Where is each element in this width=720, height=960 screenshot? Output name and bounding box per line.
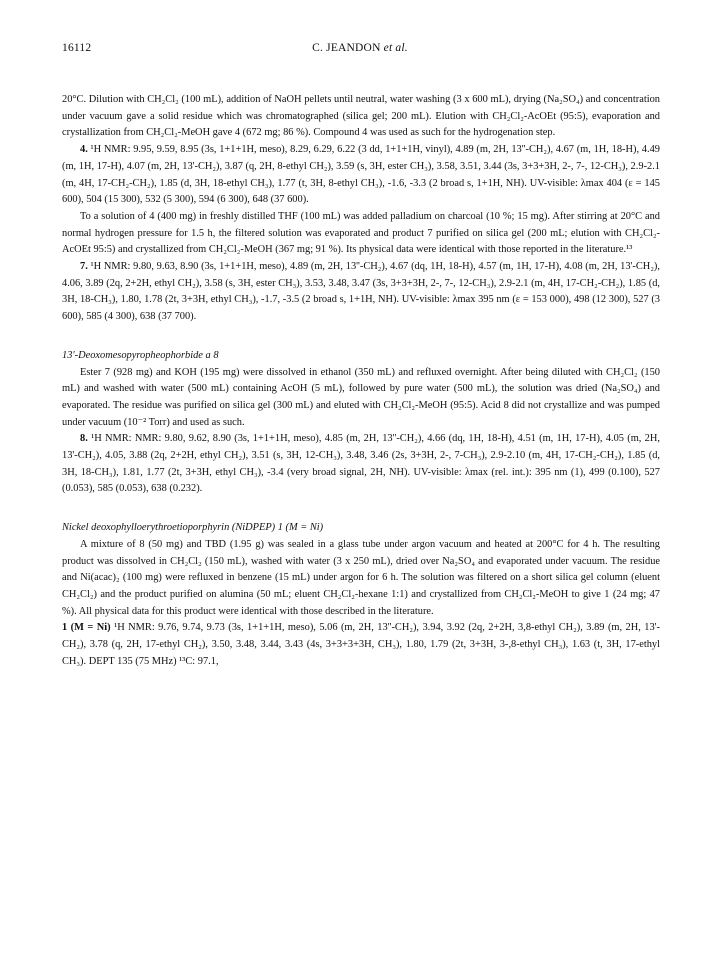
section-heading-compound-8: 13'-Deoxomesopyropheophorbide a 8 (62, 349, 219, 361)
running-header (62, 42, 658, 58)
paragraph-compound-8: Ester 7 (928 mg) and KOH (195 mg) were dissolved in ethanol (350 mL) and refluxed overnight. After being diluted with CH₂Cl₂ (150 mL) and washed with water (500 mL) containing AcOH (5 mL), followed by pure water (500 mL), the solution was dried (Na₂SO₄) and evaporated. The residue was purified on silica gel (300 mL) and eluted with CH₂Cl₂-MeOH (95:5). Acid 8 did not crystallize and was pumped under vacuum (10⁻² Torr) and used as such. (62, 366, 660, 428)
nmr-text-8: ¹H NMR: NMR: 9.80, 9.62, 8.90 (3s, 1+1+1H, meso), 4.85 (m, 2H, 13''-CH₂), 4.66 (dq, 1H, 18-H), 4.51 (m, 1H, 17-H), 4.05 (m, 2H, 13'-CH₂), 4.05, 3.88 (2q, 2+2H, ethyl CH₂), 3.51 (s, 3H, 12-CH₃), 3.48, 3.46 (2s, 3+3H, 2-, 7-CH₃), 2.9-2.10 (m, 4H, 17-CH₂-CH₂), 1.85 (d, 3H, 18-CH₃), 1.81, 1.77 (2t, 3+3H, ethyl CH₃), -3.4 (very broad signal, 2H, NH). UV-visible: λmax (rel. int.): 395 nm (1), 499 (0.100), 527 (0.053), 585 (0.053), 638 (0.232). (62, 433, 660, 495)
running-title (62, 42, 658, 54)
section-heading-nidpep: Nickel deoxophylloerythroetioporphyrin (NiDPEP) 1 (M = Ni) (62, 522, 324, 534)
section-gap (62, 498, 660, 520)
nmr-data-compound-8 (62, 431, 660, 498)
nmr-data-compound-7 (62, 259, 660, 326)
paragraph-compound-4-continued: 20°C. Dilution with CH₂Cl₂ (100 mL), addition of NaOH pellets until neutral, water washing (3 x 600 mL), drying (Na₂SO₄) and concentration under vacuum gave a solid residue which was chromatographed (silica gel; 200 mL). Elution with CH₂Cl₂-AcOEt (95:5), evaporation and crystallization from CH₂Cl₂-MeOH gave 4 (672 mg; 86 %). Compound 4 was used as such for the hydrogenation step. (62, 94, 660, 139)
running-title-author: C. JEANDON (312, 42, 381, 54)
running-title-etal: et al. (383, 42, 408, 54)
nmr-text-1: ¹H NMR: 9.76, 9.74, 9.73 (3s, 1+1+1H, meso), 5.06 (m, 2H, 13''-CH₂), 3.94, 3.92 (2q, 2+2H, 3,8-ethyl CH₂), 3.89 (m, 2H, 13'-CH₂), 3.78 (q, 2H, 17-ethyl CH₂), 3.50, 3.48, 3.44, 3.43 (4s, 3+3+3+3H, CH₃), 1.80, 1.79 (2t, 3+3H, 3-,8-ethyl CH₃), 1.63 (t, 3H, 17-ethyl CH₃). DEPT 135 (75 MHz) ¹³C: 97.1, (62, 622, 661, 667)
nmr-text-7: ¹H NMR: 9.80, 9.63, 8.90 (3s, 1+1+1H, meso), 4.89 (m, 2H, 13''-CH₂), 4.67 (dq, 1H, 18-H), 4.57 (m, 1H, 17-H), 4.08 (m, 2H, 13'-CH₂), 4.06, 3.89 (2q, 2+2H, ethyl CH₂), 3.58 (s, 3H, ester CH₃), 3.53, 3.48, 3.47 (3s, 3+3+3H, 2-, 7-, 12-CH₃), 2.9-2.1 (m, 4H, 17-CH₂-CH₂), 1.85 (d, 3H, 18-CH₃), 1.80, 1.78 (2t, 3+3H, ethyl CH₃), -1.7, -3.5 (2 broad s, 1+1H, NH). UV-visible: λmax 395 nm (ε = 153 000), 498 (12 300), 527 (3 600), 585 (4 300), 638 (37 700). (62, 261, 660, 323)
compound-number-8: 8. (80, 433, 88, 445)
page-number: 16112 (62, 42, 92, 54)
compound-number-7: 7. (80, 261, 88, 273)
section-gap (62, 326, 660, 348)
nmr-data-compound-4 (62, 142, 660, 209)
paragraph-compound-7: To a solution of 4 (400 mg) in freshly distilled THF (100 mL) was added palladium on charcoal (10 %; 15 mg). After stirring at 20°C and normal hydrogen pressure for 1.5 h, the filtered solution was evaporated and product 7 purified on silica gel (200 mL; elution with CH₂Cl₂-AcOEt 95:5) and crystallized from CH₂Cl₂-MeOH (367 mg; 91 %). Its physical data were identical with those reported in the literature.¹³ (62, 210, 660, 256)
article-body (62, 92, 660, 671)
nmr-data-nidpep (62, 620, 660, 670)
paragraph-nidpep: A mixture of 8 (50 mg) and TBD (1.95 g) was sealed in a glass tube under argon vacuum and heated at 200°C for 4 h. The resulting product was dissolved in CH₂Cl₂ (150 mL), washed with water (3 x 250 mL), dried over Na₂SO₄ and evaporated under vacuum. The residue and Ni(acac)₂ (100 mg) were refluxed in benzene (15 mL) under argon for 6 h. The solution was filtered on a short silica gel column (eluent CH₂Cl₂) and the product purified on alumina (50 mL; eluent CH₂Cl₂-hexane 1:1) and crystallized from CH₂Cl₂-MeOH to give 1 (24 mg; 47 %). All physical data for this product were identical with those described in the literature. (62, 538, 660, 617)
compound-number-1: 1 (M = Ni) (62, 622, 111, 634)
compound-number-4: 4. (80, 144, 88, 156)
nmr-text-4: ¹H NMR: 9.95, 9.59, 8.95 (3s, 1+1+1H, meso), 8.29, 6.29, 6.22 (3 dd, 1+1+1H, vinyl), 4.89 (m, 2H, 13''-CH₂), 4.67 (m, 1H, 18-H), 4.49 (m, 1H, 17-H), 4.07 (m, 2H, 13'-CH₂), 3.87 (q, 2H, 8-ethyl CH₂), 3.59 (s, 3H, ester CH₃), 3.58, 3.51, 3.44 (3s, 3+3+3H, 2-, 7-, 12-CH₃), 2.9-2.1 (m, 4H, 17-CH₂-CH₂), 1.85 (d, 3H, 18-ethyl CH₃), 1.77 (t, 3H, 8-ethyl CH₃), -1.6, -3.3 (2 broad s, 1+1H, NH). UV-visible: λmax 404 (ε = 145 600), 504 (15 300), 532 (5 300), 594 (6 300), 648 (37 600). (62, 144, 660, 206)
